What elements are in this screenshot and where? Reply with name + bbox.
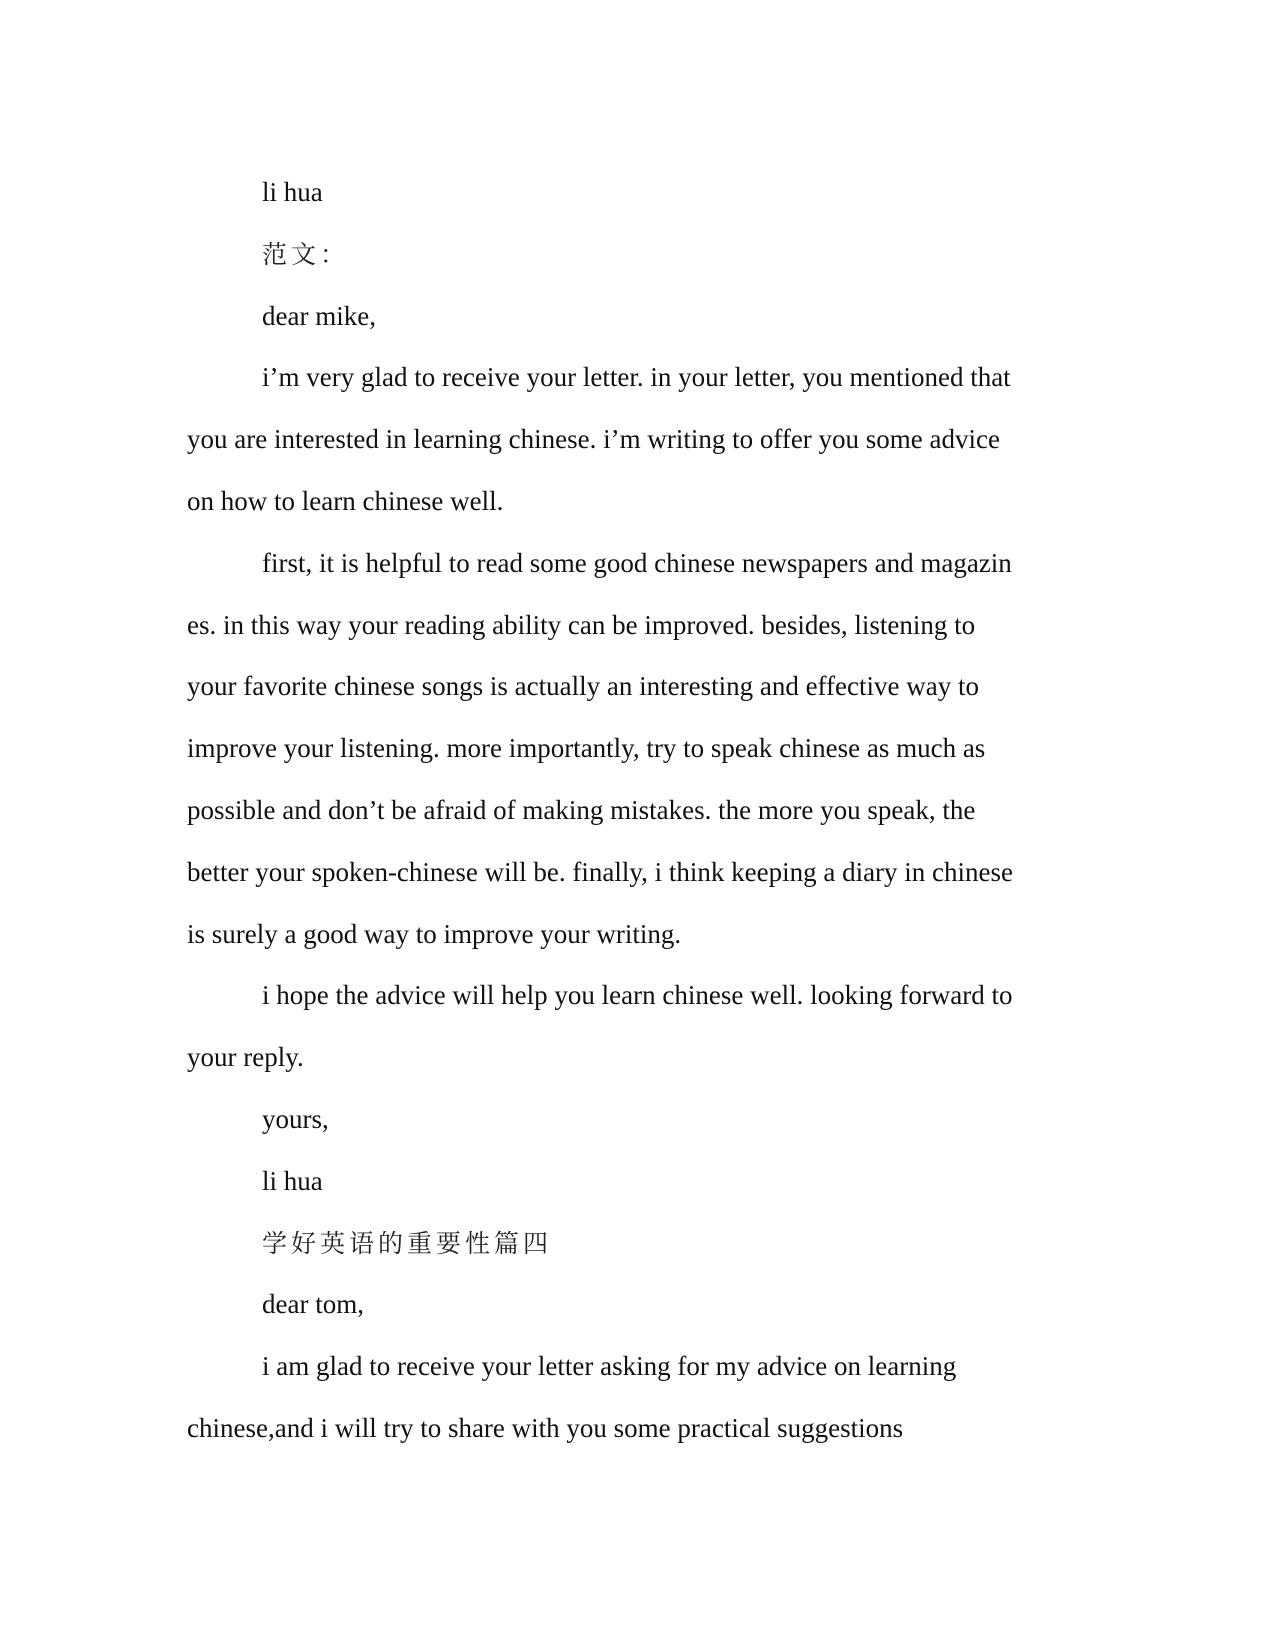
text-line: on how to learn chinese well. [187, 485, 504, 516]
section-heading: 学好英语的重要性篇四 [262, 1228, 553, 1258]
text-line: i hope the advice will help you learn chinese well. looking forward to [262, 980, 1013, 1011]
text-line: your reply. [187, 1042, 304, 1073]
document-body [187, 162, 1087, 1460]
text-line: better your spoken-chinese will be. finally, i think keeping a diary in chinese [187, 856, 1014, 887]
text-line: your favorite chinese songs is actually an interesting and effective way to [187, 671, 979, 702]
text-line: es. in this way your reading ability can be improved. besides, listening to [187, 609, 976, 640]
greeting-line: dear mike, [262, 300, 376, 331]
text-line: i’m very glad to receive your letter. in your letter, you mentioned that [262, 362, 1011, 393]
text-line: chinese,and i will try to share with you some practical suggestions [187, 1412, 904, 1443]
signature-line: li hua [262, 177, 323, 207]
section-heading: 范文： [262, 239, 350, 269]
closing-line: yours, [262, 1103, 329, 1134]
signature-line: li hua [262, 1165, 323, 1196]
text-line: improve your listening. more importantly, try to speak chinese as much as [187, 733, 986, 764]
text-line: you are interested in learning chinese. i’m writing to offer you some advice [187, 424, 1000, 455]
text-line: possible and don’t be afraid of making mistakes. the more you speak, the [187, 794, 976, 825]
greeting-line: dear tom, [262, 1289, 364, 1320]
text-line: first, it is helpful to read some good chinese newspapers and magazin [262, 547, 1012, 578]
text-line: i am glad to receive your letter asking for my advice on learning [262, 1351, 957, 1382]
text-line: is surely a good way to improve your writing. [187, 918, 682, 949]
